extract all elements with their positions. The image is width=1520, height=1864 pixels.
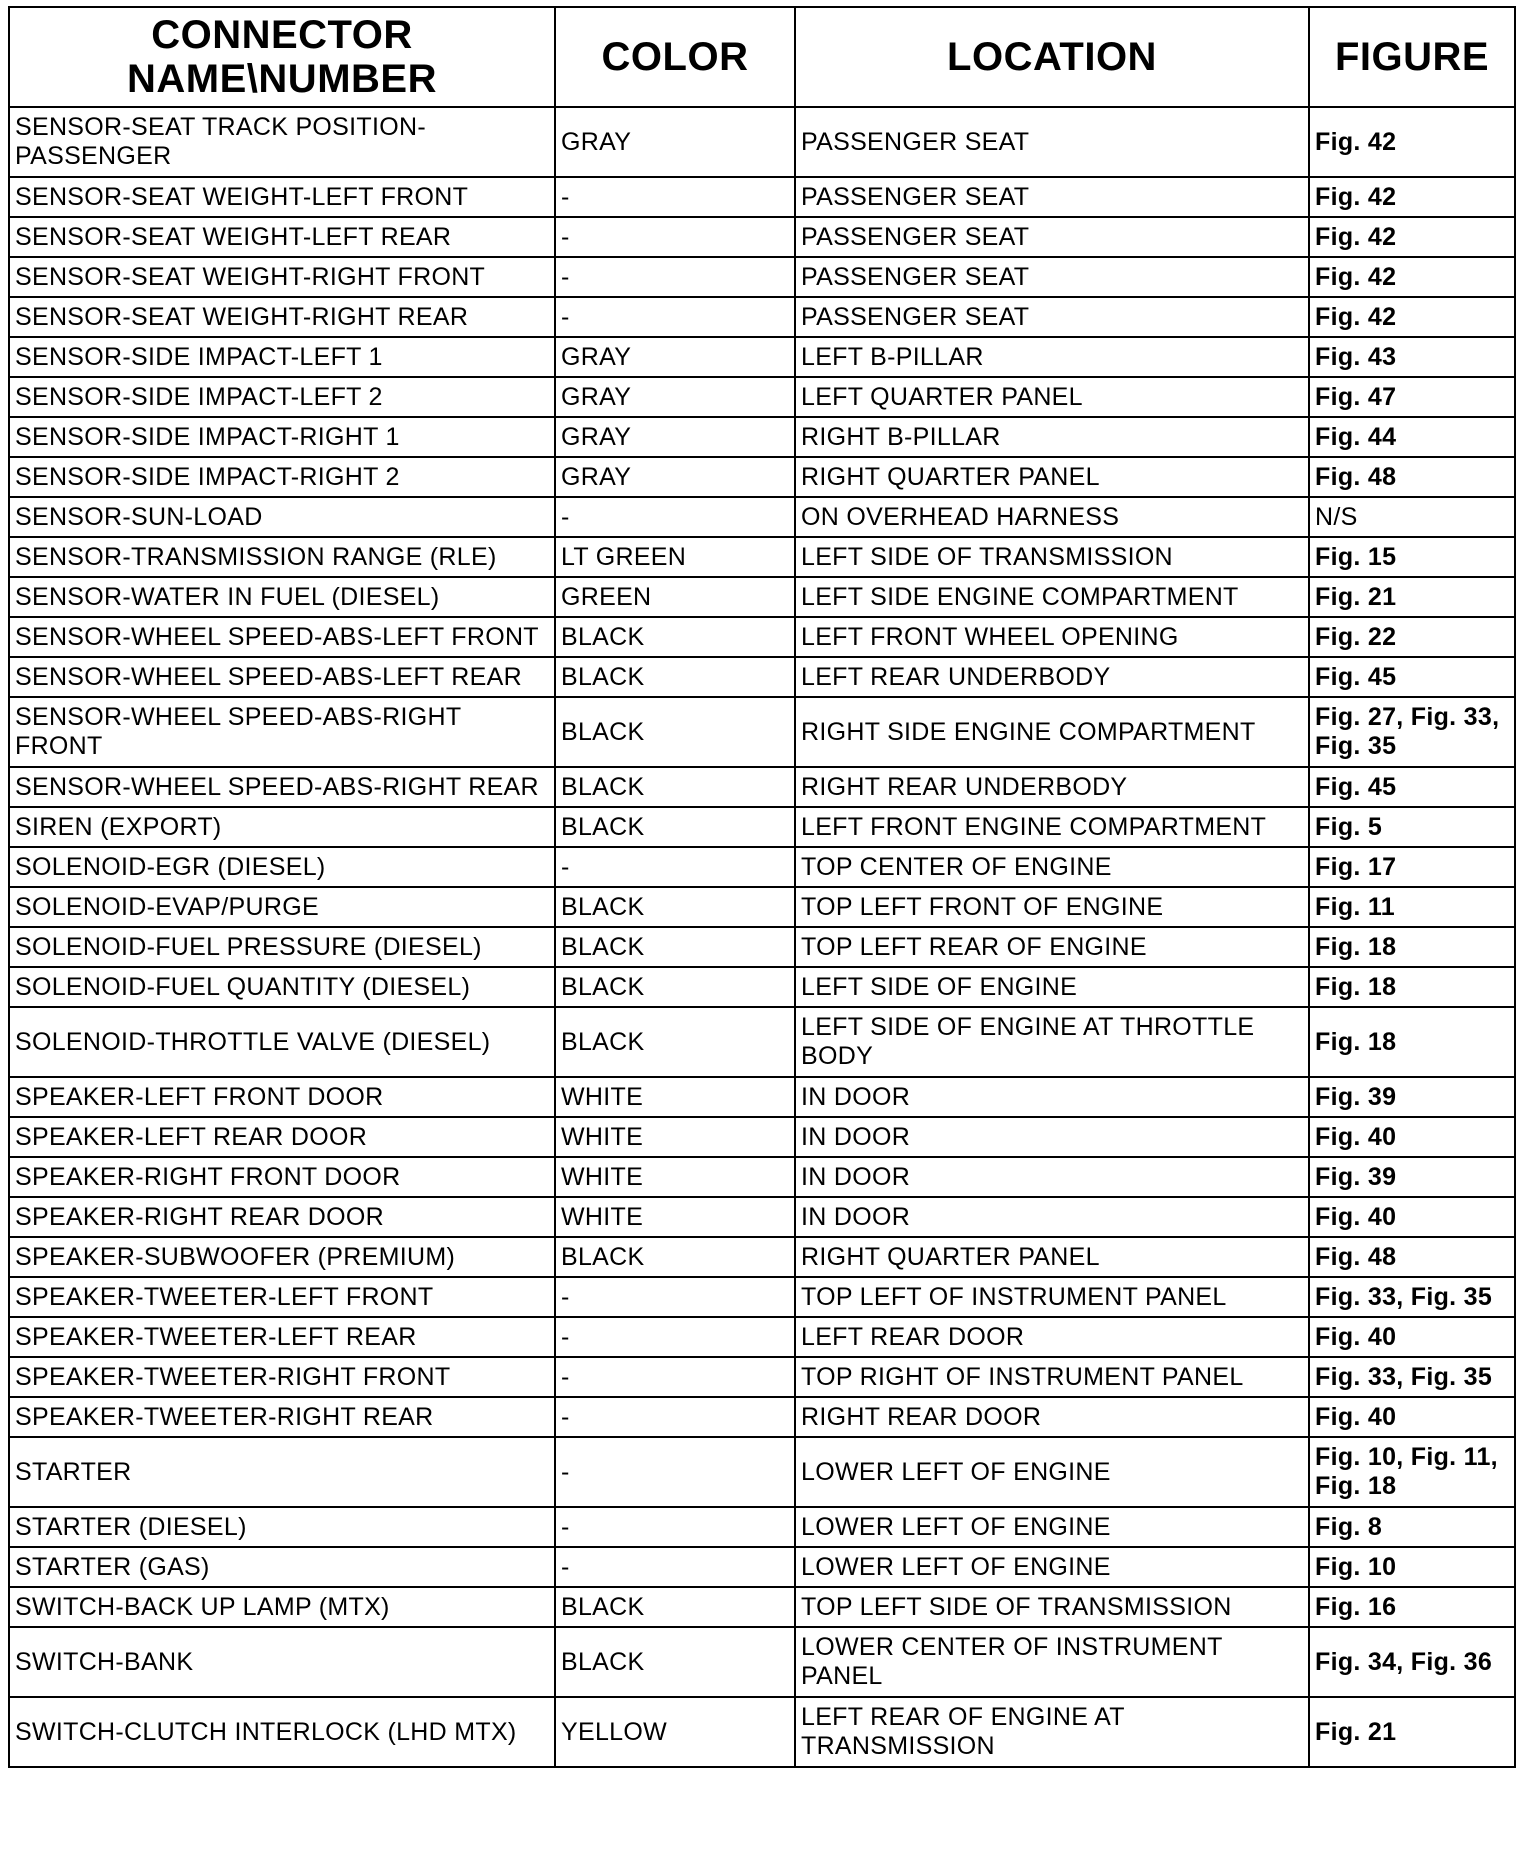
location-cell: LEFT FRONT ENGINE COMPARTMENT: [795, 807, 1309, 847]
table-row: [9, 377, 1515, 417]
table-row: [9, 457, 1515, 497]
table-row: [9, 657, 1515, 697]
connector-name-cell: SWITCH-CLUTCH INTERLOCK (LHD MTX): [9, 1697, 555, 1767]
table-row: [9, 1397, 1515, 1437]
figure-cell: Fig. 42: [1309, 257, 1515, 297]
connector-name-cell: SPEAKER-LEFT FRONT DOOR: [9, 1077, 555, 1117]
table-row: [9, 537, 1515, 577]
connector-name-cell: SENSOR-SUN-LOAD: [9, 497, 555, 537]
table-row: [9, 967, 1515, 1007]
connector-name-cell: SPEAKER-RIGHT REAR DOOR: [9, 1197, 555, 1237]
location-cell: LEFT SIDE OF TRANSMISSION: [795, 537, 1309, 577]
table-row: [9, 807, 1515, 847]
location-cell: IN DOOR: [795, 1197, 1309, 1237]
location-cell: LEFT REAR UNDERBODY: [795, 657, 1309, 697]
color-cell: WHITE: [555, 1117, 795, 1157]
figure-cell: Fig. 40: [1309, 1317, 1515, 1357]
location-cell: PASSENGER SEAT: [795, 177, 1309, 217]
connector-name-cell: SENSOR-WHEEL SPEED-ABS-RIGHT REAR: [9, 767, 555, 807]
connector-name-cell: SOLENOID-FUEL QUANTITY (DIESEL): [9, 967, 555, 1007]
connector-name-cell: SENSOR-SIDE IMPACT-LEFT 2: [9, 377, 555, 417]
location-cell: PASSENGER SEAT: [795, 107, 1309, 177]
figure-cell: Fig. 42: [1309, 217, 1515, 257]
location-cell: RIGHT SIDE ENGINE COMPARTMENT: [795, 697, 1309, 767]
table-row: [9, 1277, 1515, 1317]
color-cell: BLACK: [555, 1237, 795, 1277]
figure-cell: Fig. 11: [1309, 887, 1515, 927]
location-cell: TOP CENTER OF ENGINE: [795, 847, 1309, 887]
connector-name-cell: SOLENOID-EVAP/PURGE: [9, 887, 555, 927]
figure-cell: Fig. 45: [1309, 767, 1515, 807]
figure-cell: Fig. 40: [1309, 1197, 1515, 1237]
color-cell: BLACK: [555, 617, 795, 657]
location-cell: TOP LEFT SIDE OF TRANSMISSION: [795, 1587, 1309, 1627]
connector-name-cell: SENSOR-SIDE IMPACT-RIGHT 2: [9, 457, 555, 497]
connector-name-cell: SPEAKER-TWEETER-RIGHT REAR: [9, 1397, 555, 1437]
figure-cell: Fig. 39: [1309, 1157, 1515, 1197]
figure-cell: Fig. 17: [1309, 847, 1515, 887]
color-cell: YELLOW: [555, 1697, 795, 1767]
connector-name-cell: SENSOR-SEAT TRACK POSITION-PASSENGER: [9, 107, 555, 177]
connector-name-cell: SPEAKER-TWEETER-RIGHT FRONT: [9, 1357, 555, 1397]
table-row: [9, 1317, 1515, 1357]
table-row: [9, 217, 1515, 257]
color-cell: GRAY: [555, 337, 795, 377]
figure-cell: Fig. 18: [1309, 967, 1515, 1007]
color-cell: LT GREEN: [555, 537, 795, 577]
connector-name-cell: SOLENOID-EGR (DIESEL): [9, 847, 555, 887]
figure-cell: Fig. 44: [1309, 417, 1515, 457]
location-cell: RIGHT QUARTER PANEL: [795, 1237, 1309, 1277]
table-row: [9, 1437, 1515, 1507]
connector-table: [8, 6, 1516, 1768]
figure-cell: Fig. 42: [1309, 107, 1515, 177]
color-cell: -: [555, 217, 795, 257]
figure-cell: Fig. 43: [1309, 337, 1515, 377]
figure-cell: N/S: [1309, 497, 1515, 537]
location-cell: TOP LEFT OF INSTRUMENT PANEL: [795, 1277, 1309, 1317]
header-row: [9, 7, 1515, 107]
color-cell: BLACK: [555, 697, 795, 767]
location-cell: RIGHT B-PILLAR: [795, 417, 1309, 457]
figure-cell: Fig. 15: [1309, 537, 1515, 577]
figure-cell: Fig. 21: [1309, 1697, 1515, 1767]
location-cell: RIGHT REAR DOOR: [795, 1397, 1309, 1437]
location-cell: IN DOOR: [795, 1077, 1309, 1117]
figure-cell: Fig. 5: [1309, 807, 1515, 847]
location-cell: LEFT FRONT WHEEL OPENING: [795, 617, 1309, 657]
color-cell: BLACK: [555, 657, 795, 697]
connector-name-cell: SOLENOID-FUEL PRESSURE (DIESEL): [9, 927, 555, 967]
figure-cell: Fig. 8: [1309, 1507, 1515, 1547]
location-cell: LEFT SIDE OF ENGINE AT THROTTLE BODY: [795, 1007, 1309, 1077]
color-cell: GRAY: [555, 377, 795, 417]
table-row: [9, 1007, 1515, 1077]
color-cell: GRAY: [555, 417, 795, 457]
color-cell: BLACK: [555, 927, 795, 967]
figure-cell: Fig. 18: [1309, 1007, 1515, 1077]
figure-cell: Fig. 48: [1309, 457, 1515, 497]
table-row: [9, 1197, 1515, 1237]
location-cell: LEFT REAR DOOR: [795, 1317, 1309, 1357]
color-cell: WHITE: [555, 1157, 795, 1197]
connector-name-cell: SPEAKER-TWEETER-LEFT REAR: [9, 1317, 555, 1357]
connector-name-cell: SENSOR-SEAT WEIGHT-RIGHT FRONT: [9, 257, 555, 297]
connector-name-cell: STARTER (DIESEL): [9, 1507, 555, 1547]
figure-cell: Fig. 45: [1309, 657, 1515, 697]
color-cell: GREEN: [555, 577, 795, 617]
connector-name-cell: SENSOR-SEAT WEIGHT-LEFT REAR: [9, 217, 555, 257]
table-row: [9, 767, 1515, 807]
color-cell: GRAY: [555, 107, 795, 177]
connector-name-cell: SPEAKER-SUBWOOFER (PREMIUM): [9, 1237, 555, 1277]
figure-cell: Fig. 18: [1309, 927, 1515, 967]
color-cell: WHITE: [555, 1197, 795, 1237]
figure-cell: Fig. 39: [1309, 1077, 1515, 1117]
connector-name-cell: SENSOR-WHEEL SPEED-ABS-LEFT REAR: [9, 657, 555, 697]
connector-name-cell: STARTER: [9, 1437, 555, 1507]
connector-name-cell: SENSOR-SEAT WEIGHT-RIGHT REAR: [9, 297, 555, 337]
location-cell: IN DOOR: [795, 1157, 1309, 1197]
color-cell: -: [555, 1437, 795, 1507]
figure-cell: Fig. 33, Fig. 35: [1309, 1357, 1515, 1397]
color-cell: BLACK: [555, 1007, 795, 1077]
table-row: [9, 887, 1515, 927]
connector-name-cell: SENSOR-WATER IN FUEL (DIESEL): [9, 577, 555, 617]
figure-cell: Fig. 40: [1309, 1397, 1515, 1437]
table-row: [9, 1507, 1515, 1547]
figure-cell: Fig. 48: [1309, 1237, 1515, 1277]
connector-name-cell: SENSOR-WHEEL SPEED-ABS-LEFT FRONT: [9, 617, 555, 657]
location-cell: TOP LEFT FRONT OF ENGINE: [795, 887, 1309, 927]
color-cell: -: [555, 257, 795, 297]
location-cell: IN DOOR: [795, 1117, 1309, 1157]
table-row: [9, 1547, 1515, 1587]
location-cell: LOWER LEFT OF ENGINE: [795, 1547, 1309, 1587]
table-row: [9, 1587, 1515, 1627]
color-cell: BLACK: [555, 767, 795, 807]
figure-cell: Fig. 40: [1309, 1117, 1515, 1157]
location-cell: LEFT B-PILLAR: [795, 337, 1309, 377]
table-row: [9, 617, 1515, 657]
table-row: [9, 1117, 1515, 1157]
location-cell: LOWER LEFT OF ENGINE: [795, 1507, 1309, 1547]
header-figure: FIGURE: [1309, 7, 1515, 107]
table-row: [9, 1357, 1515, 1397]
table-row: [9, 1627, 1515, 1697]
connector-name-cell: SPEAKER-LEFT REAR DOOR: [9, 1117, 555, 1157]
location-cell: LEFT QUARTER PANEL: [795, 377, 1309, 417]
connector-name-cell: SWITCH-BACK UP LAMP (MTX): [9, 1587, 555, 1627]
table-row: [9, 927, 1515, 967]
header-color: COLOR: [555, 7, 795, 107]
table-row: [9, 847, 1515, 887]
location-cell: PASSENGER SEAT: [795, 257, 1309, 297]
table-row: [9, 257, 1515, 297]
figure-cell: Fig. 42: [1309, 177, 1515, 217]
header-connector-name: CONNECTOR NAME\NUMBER: [9, 7, 555, 107]
table-row: [9, 1697, 1515, 1767]
color-cell: -: [555, 1547, 795, 1587]
color-cell: -: [555, 1507, 795, 1547]
color-cell: BLACK: [555, 807, 795, 847]
location-cell: ON OVERHEAD HARNESS: [795, 497, 1309, 537]
connector-name-cell: SOLENOID-THROTTLE VALVE (DIESEL): [9, 1007, 555, 1077]
color-cell: -: [555, 1397, 795, 1437]
connector-name-cell: SENSOR-SIDE IMPACT-RIGHT 1: [9, 417, 555, 457]
color-cell: BLACK: [555, 967, 795, 1007]
location-cell: LEFT SIDE ENGINE COMPARTMENT: [795, 577, 1309, 617]
color-cell: BLACK: [555, 1587, 795, 1627]
figure-cell: Fig. 42: [1309, 297, 1515, 337]
color-cell: -: [555, 497, 795, 537]
figure-cell: Fig. 47: [1309, 377, 1515, 417]
color-cell: -: [555, 177, 795, 217]
color-cell: -: [555, 1317, 795, 1357]
figure-cell: Fig. 21: [1309, 577, 1515, 617]
connector-name-cell: SENSOR-SIDE IMPACT-LEFT 1: [9, 337, 555, 377]
location-cell: LEFT REAR OF ENGINE AT TRANSMISSION: [795, 1697, 1309, 1767]
table-row: [9, 1237, 1515, 1277]
figure-cell: Fig. 10: [1309, 1547, 1515, 1587]
location-cell: PASSENGER SEAT: [795, 217, 1309, 257]
location-cell: LOWER LEFT OF ENGINE: [795, 1437, 1309, 1507]
color-cell: BLACK: [555, 887, 795, 927]
table-row: [9, 1077, 1515, 1117]
connector-name-cell: SENSOR-SEAT WEIGHT-LEFT FRONT: [9, 177, 555, 217]
color-cell: BLACK: [555, 1627, 795, 1697]
location-cell: RIGHT REAR UNDERBODY: [795, 767, 1309, 807]
connector-name-cell: STARTER (GAS): [9, 1547, 555, 1587]
table-row: [9, 297, 1515, 337]
table-row: [9, 337, 1515, 377]
color-cell: -: [555, 297, 795, 337]
location-cell: RIGHT QUARTER PANEL: [795, 457, 1309, 497]
table-row: [9, 417, 1515, 457]
table-row: [9, 177, 1515, 217]
header-location: LOCATION: [795, 7, 1309, 107]
figure-cell: Fig. 34, Fig. 36: [1309, 1627, 1515, 1697]
table-row: [9, 697, 1515, 767]
connector-name-cell: SWITCH-BANK: [9, 1627, 555, 1697]
color-cell: -: [555, 1357, 795, 1397]
connector-name-cell: SPEAKER-TWEETER-LEFT FRONT: [9, 1277, 555, 1317]
figure-cell: Fig. 16: [1309, 1587, 1515, 1627]
connector-name-cell: SENSOR-WHEEL SPEED-ABS-RIGHT FRONT: [9, 697, 555, 767]
figure-cell: Fig. 10, Fig. 11, Fig. 18: [1309, 1437, 1515, 1507]
connector-name-cell: SIREN (EXPORT): [9, 807, 555, 847]
location-cell: LOWER CENTER OF INSTRUMENT PANEL: [795, 1627, 1309, 1697]
table-row: [9, 497, 1515, 537]
table-row: [9, 107, 1515, 177]
table-row: [9, 1157, 1515, 1197]
connector-name-cell: SENSOR-TRANSMISSION RANGE (RLE): [9, 537, 555, 577]
color-cell: WHITE: [555, 1077, 795, 1117]
table-row: [9, 577, 1515, 617]
location-cell: LEFT SIDE OF ENGINE: [795, 967, 1309, 1007]
figure-cell: Fig. 33, Fig. 35: [1309, 1277, 1515, 1317]
location-cell: TOP LEFT REAR OF ENGINE: [795, 927, 1309, 967]
color-cell: -: [555, 847, 795, 887]
figure-cell: Fig. 27, Fig. 33, Fig. 35: [1309, 697, 1515, 767]
location-cell: PASSENGER SEAT: [795, 297, 1309, 337]
figure-cell: Fig. 22: [1309, 617, 1515, 657]
connector-name-cell: SPEAKER-RIGHT FRONT DOOR: [9, 1157, 555, 1197]
location-cell: TOP RIGHT OF INSTRUMENT PANEL: [795, 1357, 1309, 1397]
color-cell: GRAY: [555, 457, 795, 497]
color-cell: -: [555, 1277, 795, 1317]
